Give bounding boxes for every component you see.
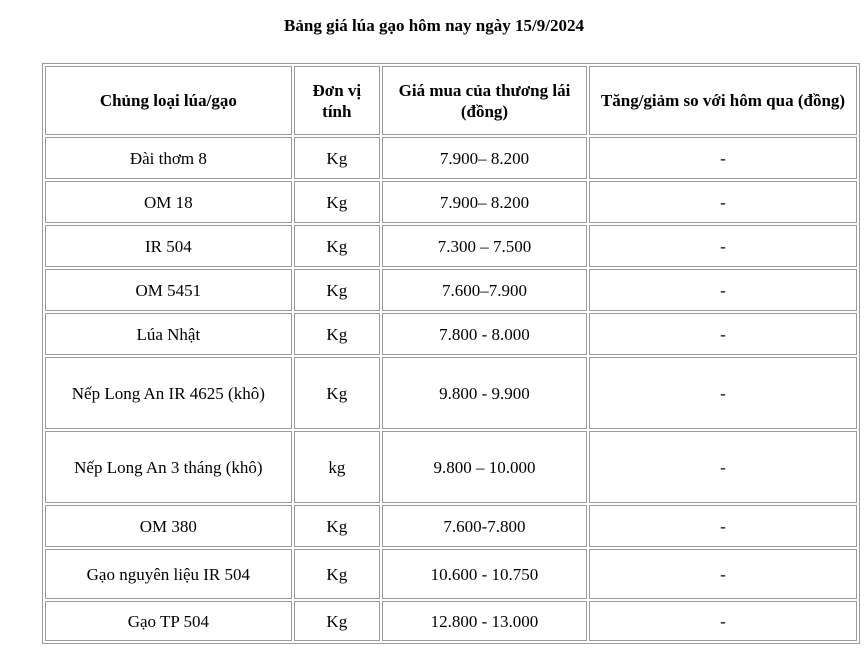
table-header-row [45, 66, 857, 135]
cell-change: - [589, 431, 857, 503]
cell-price: 12.800 - 13.000 [382, 601, 587, 641]
cell-price: 7.600-7.800 [382, 505, 587, 547]
cell-unit: Kg [294, 225, 380, 267]
cell-variety: OM 18 [45, 181, 292, 223]
cell-price: 9.800 – 10.000 [382, 431, 587, 503]
table-row [45, 269, 857, 311]
cell-unit: Kg [294, 181, 380, 223]
cell-variety: Lúa Nhật [45, 313, 292, 355]
cell-change: - [589, 137, 857, 179]
cell-unit: Kg [294, 505, 380, 547]
header-price: Giá mua của thương lái (đồng) [382, 66, 587, 135]
cell-variety: Đài thơm 8 [45, 137, 292, 179]
cell-variety: Nếp Long An IR 4625 (khô) [45, 357, 292, 429]
cell-unit: Kg [294, 549, 380, 599]
cell-change: - [589, 269, 857, 311]
cell-change: - [589, 225, 857, 267]
page-title: Bảng giá lúa gạo hôm nay ngày 15/9/2024 [284, 16, 584, 35]
cell-price: 7.900– 8.200 [382, 181, 587, 223]
cell-variety: Gạo TP 504 [45, 601, 292, 641]
cell-unit: Kg [294, 357, 380, 429]
table-row [45, 357, 857, 429]
cell-change: - [589, 313, 857, 355]
table-row [45, 431, 857, 503]
table-row [45, 137, 857, 179]
table-row [45, 313, 857, 355]
header-variety: Chủng loại lúa/gạo [45, 66, 292, 135]
cell-price: 7.800 - 8.000 [382, 313, 587, 355]
cell-change: - [589, 181, 857, 223]
cell-variety: OM 5451 [45, 269, 292, 311]
table-row [45, 225, 857, 267]
cell-variety: Gạo nguyên liệu IR 504 [45, 549, 292, 599]
cell-change: - [589, 549, 857, 599]
cell-change: - [589, 505, 857, 547]
table-row [45, 505, 857, 547]
cell-unit: Kg [294, 313, 380, 355]
cell-change: - [589, 601, 857, 641]
cell-price: 9.800 - 9.900 [382, 357, 587, 429]
cell-change: - [589, 357, 857, 429]
table-row [45, 549, 857, 599]
cell-price: 10.600 - 10.750 [382, 549, 587, 599]
header-unit: Đơn vị tính [294, 66, 380, 135]
cell-price: 7.900– 8.200 [382, 137, 587, 179]
table-row [45, 601, 857, 641]
cell-variety: Nếp Long An 3 tháng (khô) [45, 431, 292, 503]
rice-price-table [42, 63, 860, 644]
header-change: Tăng/giảm so với hôm qua (đồng) [589, 66, 857, 135]
cell-price: 7.300 – 7.500 [382, 225, 587, 267]
cell-variety: IR 504 [45, 225, 292, 267]
cell-unit: Kg [294, 137, 380, 179]
cell-variety: OM 380 [45, 505, 292, 547]
cell-unit: Kg [294, 269, 380, 311]
cell-unit: Kg [294, 601, 380, 641]
table-row [45, 181, 857, 223]
cell-price: 7.600–7.900 [382, 269, 587, 311]
cell-unit: kg [294, 431, 380, 503]
